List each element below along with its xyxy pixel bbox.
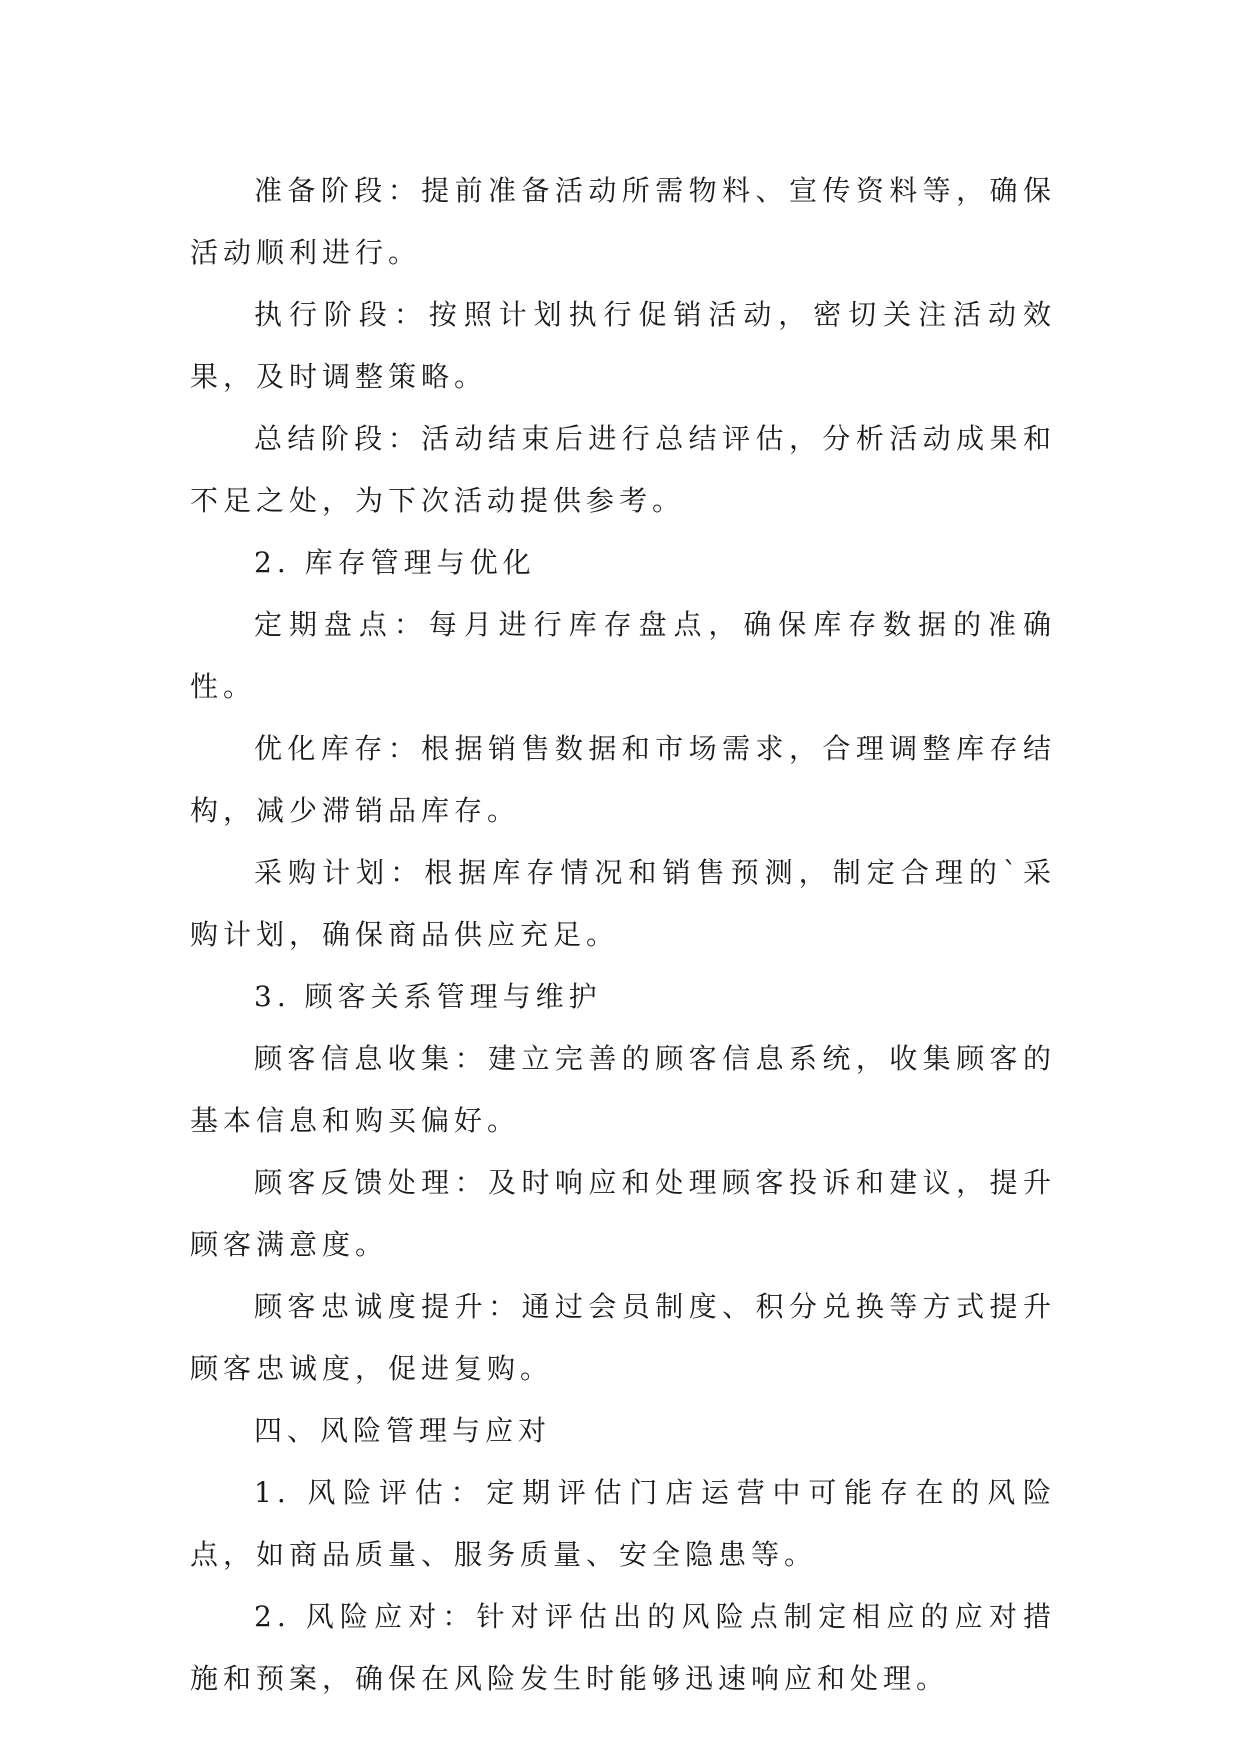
paragraph-customer-loyalty: 顾客忠诚度提升：通过会员制度、积分兑换等方式提升顾客忠诚度，促进复购。 xyxy=(190,1290,1056,1385)
document-body xyxy=(190,160,1056,1710)
paragraph-risk-assessment: 1. 风险评估：定期评估门店运营中可能存在的风险点，如商品质量、服务质量、安全隐患等。 xyxy=(190,1476,1056,1571)
paragraph-risk-response: 2. 风险应对：针对评估出的风险点制定相应的应对措施和预案，确保在风险发生时能够迅速响应和处理。 xyxy=(190,1600,1056,1695)
paragraph-customer-feedback: 顾客反馈处理：及时响应和处理顾客投诉和建议，提升顾客满意度。 xyxy=(190,1166,1056,1261)
paragraph-purchase-plan: 采购计划：根据库存情况和销售预测，制定合理的`采购计划，确保商品供应充足。 xyxy=(190,856,1056,951)
heading-customer-relationship: 3. 顾客关系管理与维护 xyxy=(254,980,602,1013)
paragraph-customer-info: 顾客信息收集：建立完善的顾客信息系统，收集顾客的基本信息和购买偏好。 xyxy=(190,1042,1056,1137)
heading-risk-management: 四、风险管理与应对 xyxy=(254,1414,552,1447)
paragraph-summary-stage: 总结阶段：活动结束后进行总结评估，分析活动成果和不足之处，为下次活动提供参考。 xyxy=(190,422,1056,517)
paragraph-optimize-inventory: 优化库存：根据销售数据和市场需求，合理调整库存结构，减少滞销品库存。 xyxy=(190,732,1056,827)
heading-inventory-management: 2. 库存管理与优化 xyxy=(254,546,536,579)
paragraph-regular-stocktaking: 定期盘点：每月进行库存盘点，确保库存数据的准确性。 xyxy=(190,608,1056,703)
paragraph-execution-stage: 执行阶段：按照计划执行促销活动，密切关注活动效果，及时调整策略。 xyxy=(190,298,1056,393)
paragraph-preparation-stage: 准备阶段：提前准备活动所需物料、宣传资料等，确保活动顺利进行。 xyxy=(190,174,1056,269)
